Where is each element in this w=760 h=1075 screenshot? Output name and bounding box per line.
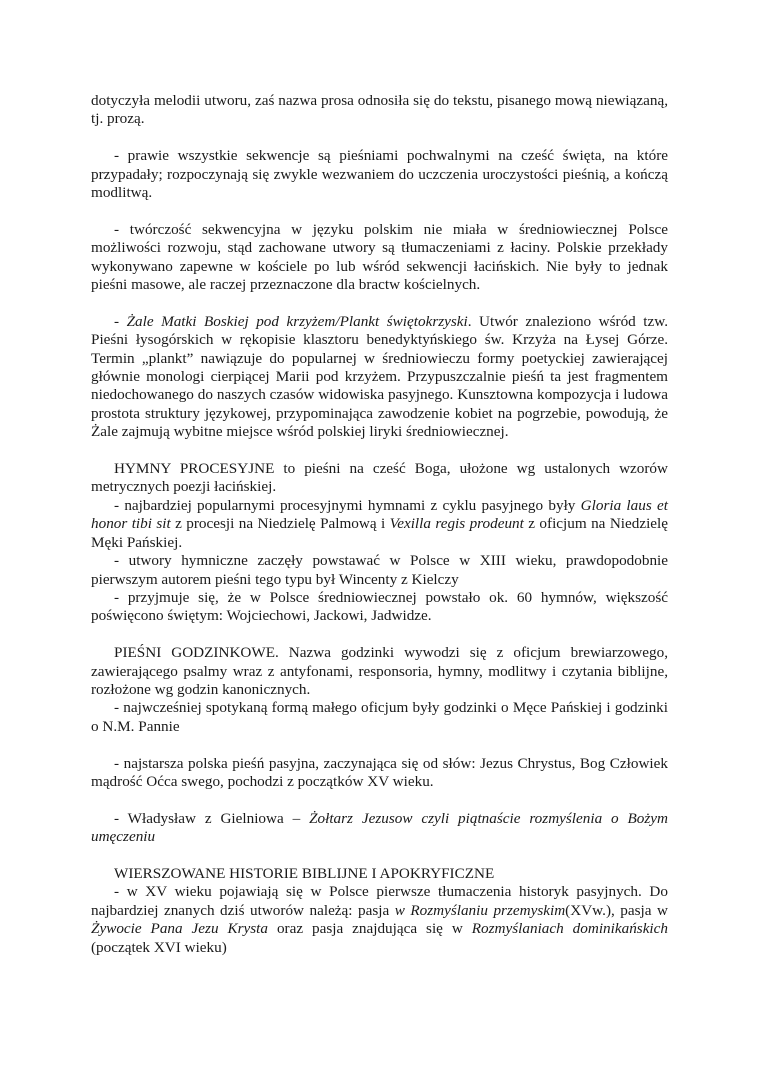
paragraph-14: [91, 883, 668, 957]
paragraph-spacer: [91, 294, 668, 312]
paragraph-4: [91, 313, 668, 442]
paragraph-5: [91, 460, 668, 497]
paragraph-spacer: [91, 847, 668, 865]
italic-title: Vexilla regis prodeunt: [389, 515, 524, 533]
text-run: - najstarsza polska pieśń pasyjna, zaczynająca się od słów: Jezus Chrystus, Bog Człowiek mądrość Oćca swego, pochodzi z początków XV wieku.: [91, 754, 668, 790]
paragraph-spacer: [91, 626, 668, 644]
text-run: z oficjum na Niedzielę Męki Pańskiej.: [91, 515, 668, 551]
paragraph-6: [91, 497, 668, 552]
paragraph-spacer: [91, 791, 668, 809]
italic-title: Rozmyślaniach dominikańskich: [471, 920, 668, 938]
paragraph-7: [91, 552, 668, 589]
text-run: - twórczość sekwencyjna w języku polskim nie miała w średniowiecznej Polsce możliwości rozwoju, stąd zachowane utwory są tłumaczeniami z łaciny. Polskie przekłady wykonywano zapewne w kościele po lub wśród sekwencji łacińskich. Nie były to jednak pieśni masowe, ale raczej przeznaczone dla bractw kościelnych.: [91, 220, 668, 294]
paragraph-1: [91, 92, 668, 129]
text-run: - Władysław z Gielniowa –: [114, 809, 310, 827]
text-run: - najbardziej popularnymi procesyjnymi hymnami z cyklu pasyjnego były: [114, 496, 581, 514]
paragraph-2: [91, 147, 668, 202]
paragraph-spacer: [91, 129, 668, 147]
paragraph-8: [91, 589, 668, 626]
text-run: WIERSZOWANE HISTORIE BIBLIJNE I APOKRYFICZNE: [114, 864, 495, 882]
text-run: (XVw.), pasja w: [565, 901, 668, 919]
text-run: oraz pasja znajdująca się w: [268, 920, 472, 938]
paragraph-12: [91, 810, 668, 847]
text-run: - najwcześniej spotykaną formą małego oficjum były godzinki o Męce Pańskiej i godzinki o N.M. Pannie: [91, 699, 668, 735]
italic-title: w Rozmyślaniu przemyskim: [394, 901, 566, 919]
paragraph-13: [91, 865, 668, 883]
text-run: (początek XVI wieku): [91, 938, 227, 956]
text-run: - prawie wszystkie sekwencje są pieśniami pochwalnymi na cześć święta, na które przypadały; rozpoczynają się zwykle wezwaniem do uczczenia uroczystości pieśnią, a kończą modlitwą.: [91, 147, 668, 202]
paragraph-9: [91, 644, 668, 699]
paragraph-spacer: [91, 442, 668, 460]
italic-title: Żywocie Pana Jezu Krysta: [91, 920, 268, 938]
document-body: [91, 92, 668, 957]
text-run: HYMNY PROCESYJNE to pieśni na cześć Boga, ułożone wg ustalonych wzorów metrycznych poezji łacińskiej.: [91, 460, 668, 496]
paragraph-11: [91, 755, 668, 792]
text-run: - w XV wieku pojawiają się w Polsce pierwsze tłumaczenia historyk pasyjnych. Do najbardziej znanych dziś utworów należą: pasja: [91, 883, 668, 919]
paragraph-10: [91, 699, 668, 736]
italic-title: Żale Matki Boskiej pod krzyżem/Plankt świętokrzyski: [126, 312, 468, 330]
italic-title: Gloria laus et honor tibi sit: [91, 496, 668, 533]
italic-title: Żołtarz Jezusow czyli piątnaście rozmyślenia o Bożym umęczeniu: [91, 809, 669, 846]
text-run: dotyczyła melodii utworu, zaś nazwa prosa odnosiła się do tekstu, pisanego mową niewiązaną, tj. prozą.: [91, 92, 668, 128]
text-run: -: [114, 312, 127, 330]
text-run: . Utwór znaleziono wśród tzw. Pieśni łysogórskich w rękopisie klasztoru benedyktyńskiego św. Krzyża na Łysej Górze. Termin „plankt” nawiązuje do popularnej w średniowieczu formy poetyckiej zawierającej głównie monologi cierpiącej Marii pod krzyżem. Przypuszczalnie pieśń ta jest fragmentem niedochowanego do naszych czasów widowiska pasyjnego. Kunsztowna kompozycja i ludowa prostota struktury językowej, przypominająca zawodzenie kobiet na pogrzebie, powodują, że Żale zajmują wybitne miejsce wśród polskiej liryki średniowiecznej.: [91, 312, 668, 441]
paragraph-spacer: [91, 736, 668, 754]
paragraph-3: [91, 221, 668, 295]
text-run: PIEŚNI GODZINKOWE. Nazwa godzinki wywodzi się z oficjum brewiarzowego, zawierającego psalmy wraz z antyfonami, responsoria, hymny, modlitwy i czytania biblijne, rozłożone wg godzin kanonicznych.: [91, 644, 668, 698]
text-run: z procesji na Niedzielę Palmową i: [170, 515, 390, 533]
text-run: - przyjmuje się, że w Polsce średniowiecznej powstało ok. 60 hymnów, większość poświęcono świętym: Wojciechowi, Jackowi, Jadwidze.: [91, 588, 668, 625]
paragraph-spacer: [91, 202, 668, 220]
text-run: - utwory hymniczne zaczęły powstawać w Polsce w XIII wieku, prawdopodobnie pierwszym autorem pieśni tego typu był Wincenty z Kielczy: [91, 552, 668, 588]
